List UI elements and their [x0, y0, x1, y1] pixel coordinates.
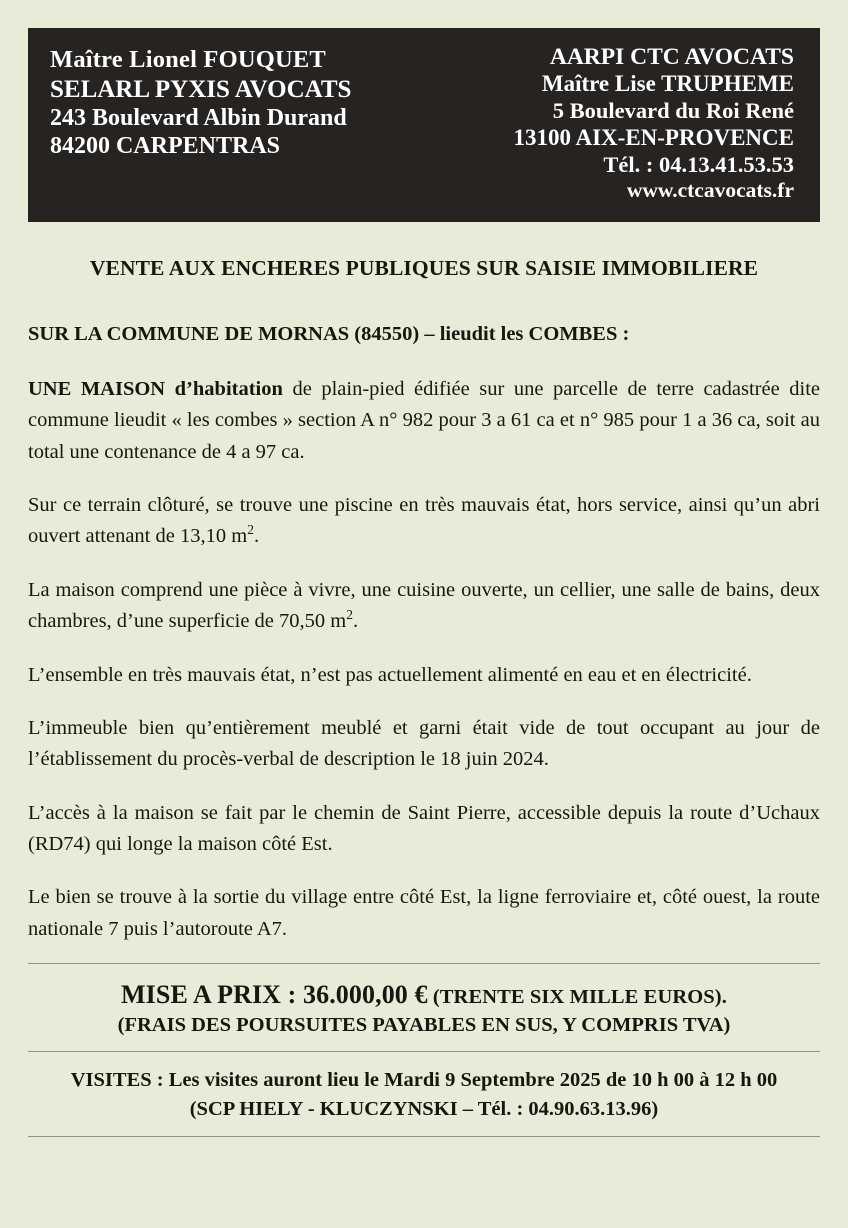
- right-firm-lawyer-name: Maître Lise TRUPHEME: [541, 71, 794, 97]
- divider-bottom: [28, 1136, 820, 1137]
- paragraph-1-text: de plain-pied édifiée sur une parcelle de terre cadastrée dite commune lieudit « les combes » section A n° 982 pour 3 a 61 ca et n° 985 pour 1 a 36 ca, soit au total une contenance de 4 a 97 ca.: [28, 378, 820, 463]
- right-firm-street: 5 Boulevard du Roi René: [552, 98, 794, 124]
- paragraph-2-superscript: 2: [247, 522, 254, 538]
- visits-block: [28, 1052, 820, 1136]
- paragraph-3-text: La maison comprend une pièce à vivre, une cuisine ouverte, un cellier, une salle de bains, deux chambres, d’une superficie de 70,50 m: [28, 578, 820, 633]
- law-firms-header-band: [28, 28, 820, 222]
- left-firm-city: 84200 CARPENTRAS: [50, 132, 281, 159]
- visits-contact: (SCP HIELY - KLUCZYNSKI – Tél. : 04.90.63.13.96): [189, 1098, 659, 1121]
- right-firm-website[interactable]: www.ctcavocats.fr: [626, 177, 794, 202]
- starting-price-block: [28, 964, 820, 1051]
- right-firm-phone: Tél. : 04.13.41.53.53: [603, 151, 794, 177]
- left-firm-street: 243 Boulevard Albin Durand: [50, 104, 347, 131]
- header-right-firm-block: [514, 42, 802, 203]
- paragraph-access-road: L’accès à la maison se fait par le chemin de Saint Pierre, accessible depuis la route d’Uchaux (RD74) qui longe la maison côté Est.: [28, 801, 820, 855]
- auction-notice-page: [0, 28, 848, 1228]
- paragraph-2-text: Sur ce terrain clôturé, se trouve une piscine en très mauvais état, hors service, ainsi qu’un abri ouvert attenant de 13,10 m: [28, 494, 820, 548]
- header-left-firm-block: [50, 42, 351, 160]
- paragraph-property-cadastral: [28, 374, 820, 468]
- right-firm-city: 13100 AIX-EN-PROVENCE: [513, 124, 794, 150]
- page-title: VENTE AUX ENCHERES PUBLIQUES SUR SAISIE IMMOBILIERE: [89, 256, 759, 280]
- paragraph-location-context: Le bien se trouve à la sortie du village entre côté Est, la ligne ferroviaire et, côté ouest, la route nationale 7 puis l’autoroute A7.: [28, 886, 820, 940]
- right-firm-name: AARPI CTC AVOCATS: [549, 44, 794, 70]
- starting-price-amount: MISE A PRIX : 36.000,00 €: [121, 980, 428, 1010]
- visits-schedule: VISITES : Les visites auront lieu le Mardi 9 Septembre 2025 de 10 h 00 à 12 h 00: [70, 1069, 778, 1092]
- paragraph-rooms-and-area: [28, 575, 820, 638]
- page-subtitle: SUR LA COMMUNE DE MORNAS (84550) – lieudit les COMBES :: [28, 323, 630, 345]
- paragraph-condition-utilities: L’ensemble en très mauvais état, n’est pas actuellement alimenté en eau et en électricité.: [28, 663, 752, 686]
- paragraph-pool-and-shelter: [28, 490, 820, 553]
- paragraph-3-superscript: 2: [346, 607, 353, 623]
- starting-price-line: [28, 980, 820, 1010]
- property-type-emphasis: UNE MAISON d’habitation: [28, 378, 283, 400]
- left-firm-lawyer-name: Maître Lionel FOUQUET: [50, 46, 326, 73]
- starting-price-in-words: (TRENTE SIX MILLE EUROS).: [427, 986, 727, 1009]
- left-firm-name: SELARL PYXIS AVOCATS: [50, 75, 352, 103]
- paragraph-occupancy-status: L’immeuble bien qu’entièrement meublé et garni était vide de tout occupant au jour de l’établissement du procès-verbal de description le 18 juin 2024.: [28, 716, 820, 771]
- property-description-body: [28, 374, 820, 945]
- paragraph-2-tail: .: [253, 525, 260, 548]
- prosecution-fees-note: (FRAIS DES POURSUITES PAYABLES EN SUS, Y COMPRIS TVA): [117, 1014, 731, 1037]
- paragraph-3-tail: .: [352, 610, 359, 633]
